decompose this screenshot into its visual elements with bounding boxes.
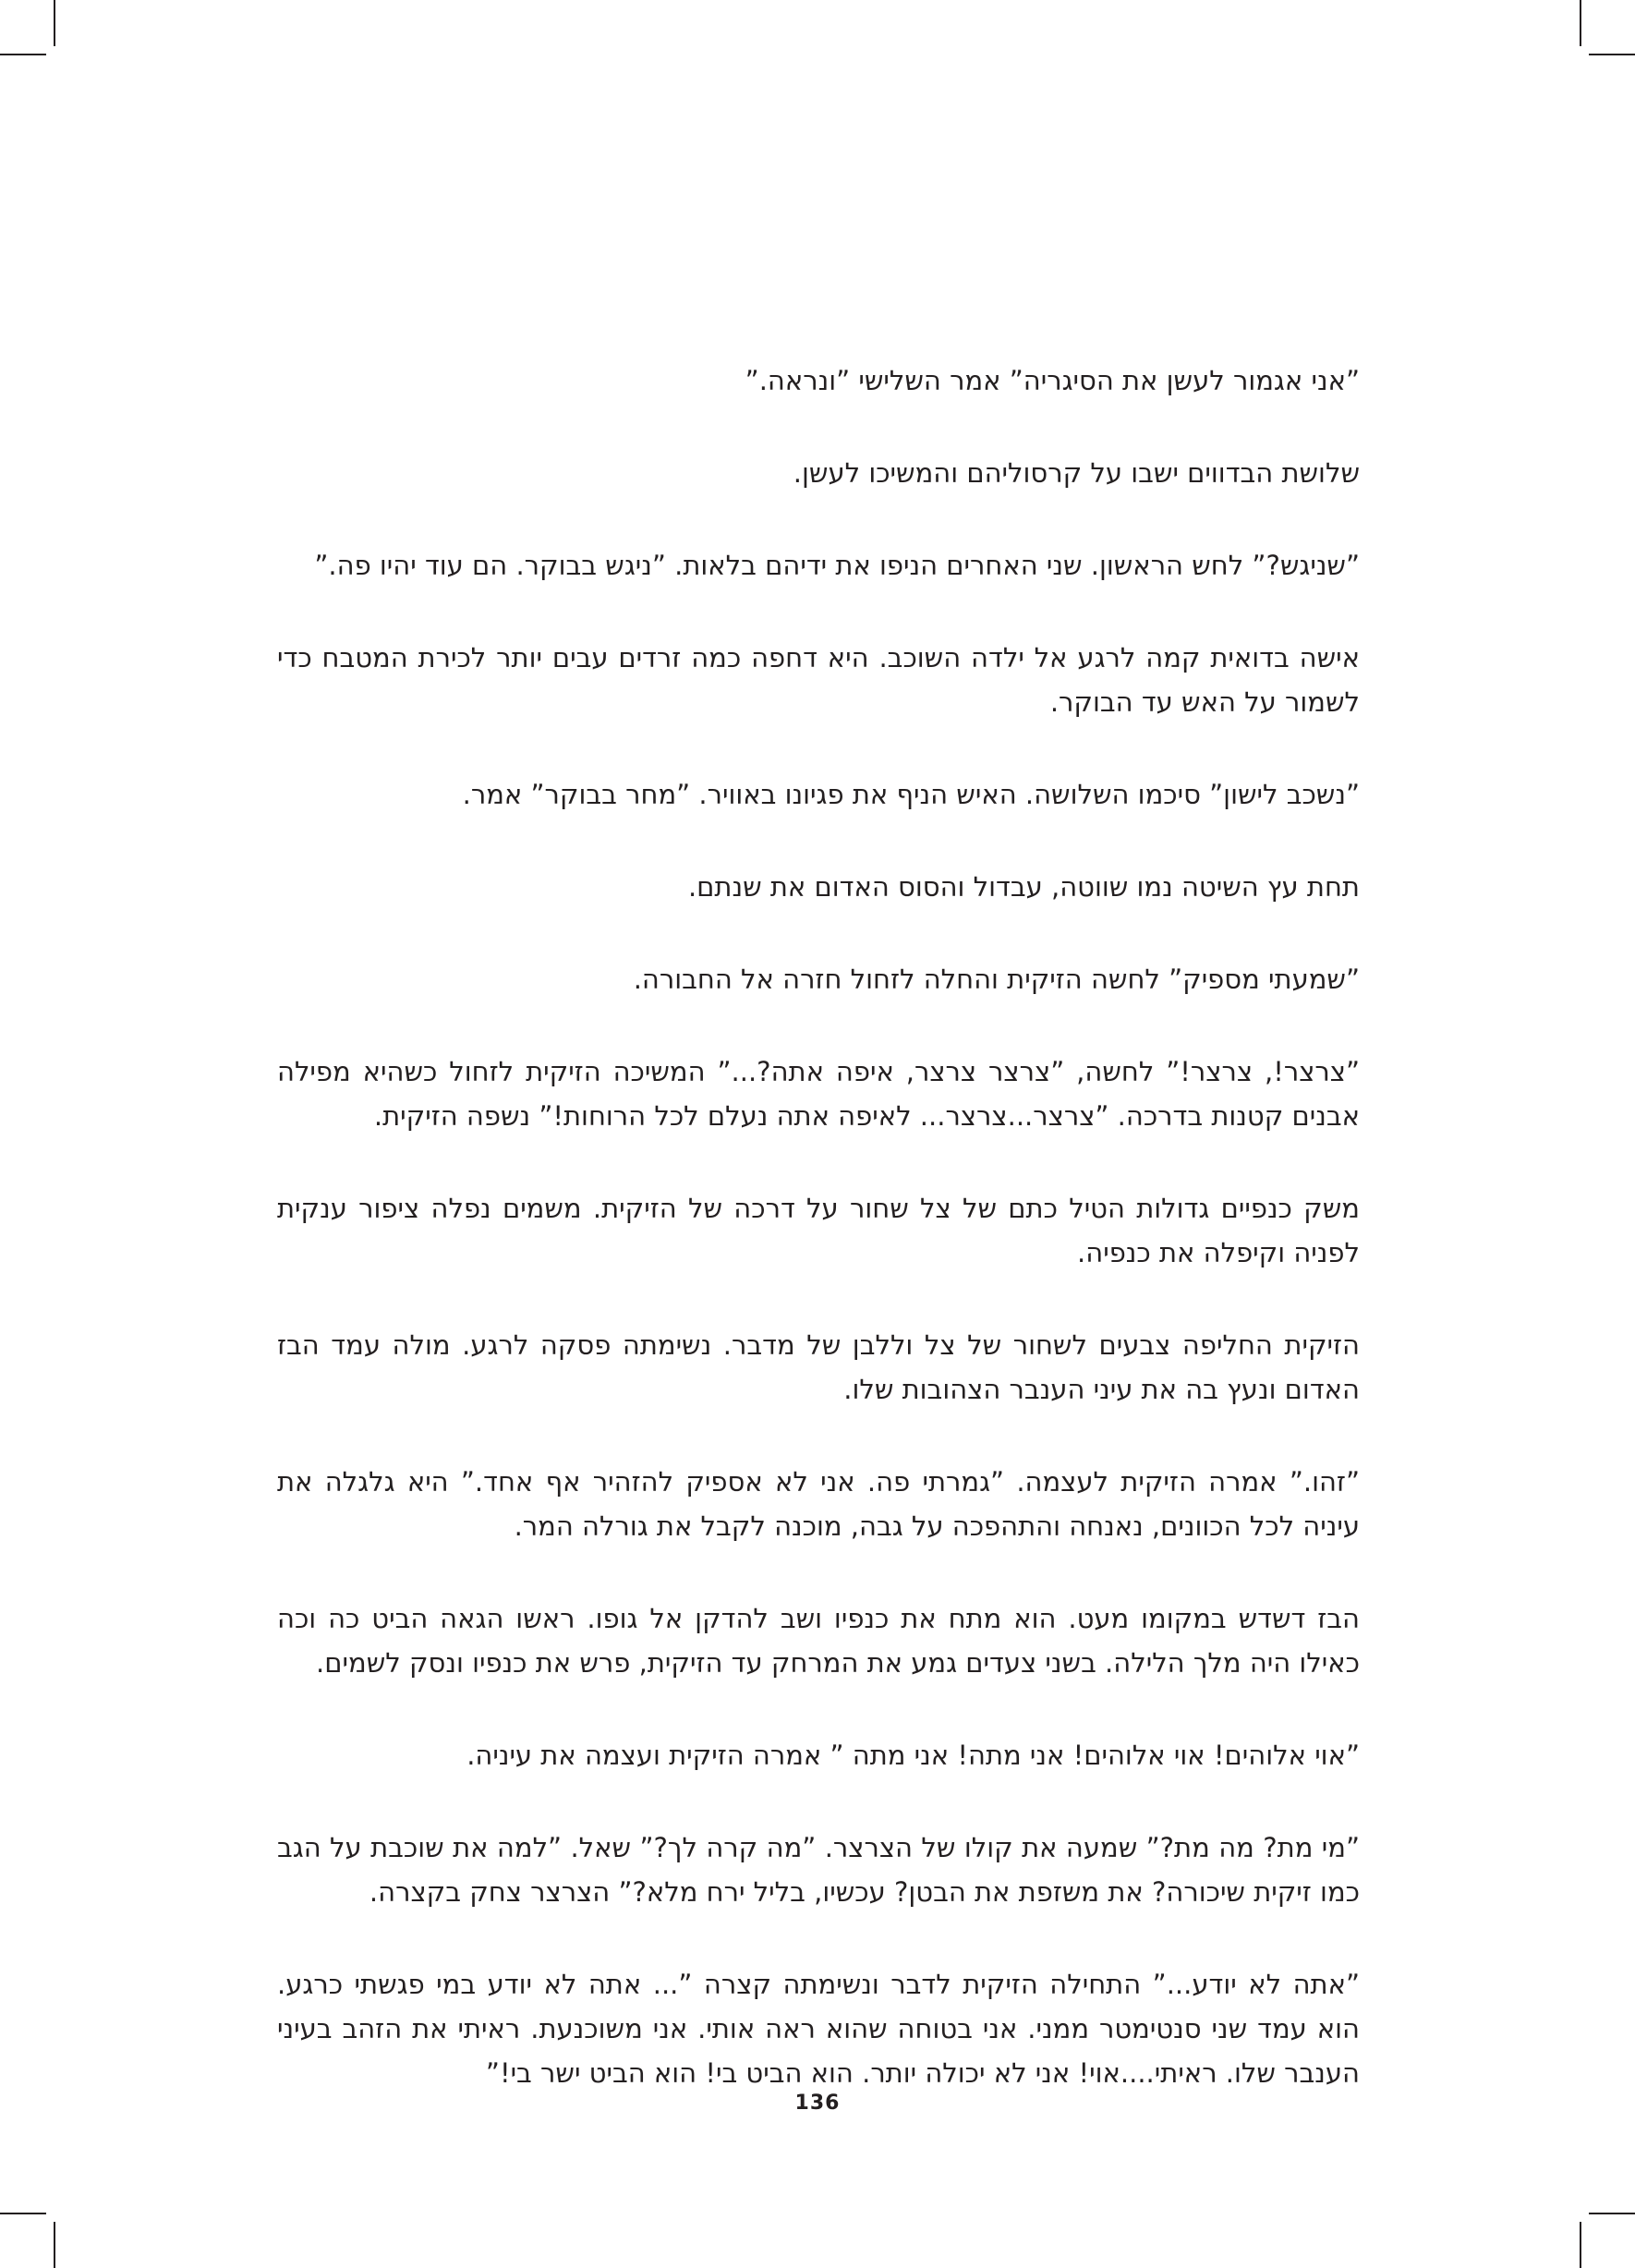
paragraph: ”נשכב לישון” סיכמו השלושה. האיש הניף את פגיונו באוויר. ”מחר בבוקר” אמר. (462, 779, 1360, 810)
crop-mark-top-left-vertical (54, 0, 55, 46)
crop-mark-bottom-left-vertical (54, 2222, 55, 2268)
body-text (277, 358, 1360, 2143)
paragraph: ”מי מת? מה מת?” שמעה את קולו של הצרצר. ”מה קרה לך?” שאל. ”למה את שוכבת על הגב כמו זיקית שיכורה? את משזפת את הבטן? עכשיו, בליל ירח מלא?” הצרצר צחק בקצרה. (277, 1832, 1360, 1908)
crop-mark-bottom-left-horizontal (0, 2213, 46, 2214)
paragraph: ”שניגש?” לחש הראשון. שני האחרים הניפו את ידיהם בלאות. ”ניגש בבוקר. הם עוד יהיו פה.” (314, 550, 1360, 581)
paragraph: ”אתה לא יודע...” התחילה הזיקית לדבר ונשימתה קצרה ”... אתה לא יודע במי פגשתי כרגע. הוא עמד שני סנטימטר ממני. אני בטוחה שהוא ראה אותי. אני משוכנעת. ראיתי את הזהב בעיני הענבר שלו. ראיתי....אוי! אני לא יכולה יותר. הוא הביט בי! הוא הביט ישר בי!” (277, 1969, 1360, 2089)
paragraph: תחת עץ השיטה נמו שווטה, עבדול והסוס האדום את שנתם. (687, 871, 1360, 903)
paragraph: שלושת הבדווים ישבו על קרסוליהם והמשיכו לעשן. (793, 457, 1360, 489)
crop-mark-top-right-horizontal (1589, 54, 1635, 55)
paragraph: הבז דשדש במקומו מעט. הוא מתח את כנפיו ושב להדקן אל גופו. ראשו הגאה הביט כה וכה כאילו היה מלך הלילה. בשני צעדים גמע את המרחק עד הזיקית, פרש את כנפיו ונסק לשמים. (277, 1603, 1360, 1679)
crop-mark-top-right-vertical (1580, 0, 1581, 46)
paragraph: הזיקית החליפה צבעים לשחור של צל וללבן של מדבר. נשימתה פסקה לרגע. מולה עמד הבז האדום ונעץ בה את עיני הענבר הצהובות שלו. (277, 1329, 1360, 1405)
paragraph: ”שמעתי מספיק” לחשה הזיקית והחלה לזחול חזרה אל החבורה. (633, 964, 1360, 995)
crop-mark-top-left-horizontal (0, 54, 46, 55)
paragraph: ”זהו.” אמרה הזיקית לעצמה. ”גמרתי פה. אני לא אספיק להזהיר אף אחד.” היא גלגלה את עיניה לכל הכוונים, נאנחה והתהפכה על גבה, מוכנה לקבל את גורלה המר. (277, 1466, 1360, 1542)
paragraph: ”אוי אלוהים! אוי אלוהים! אני מתה! אני מתה ” אמרה הזיקית ועצמה את עיניה. (466, 1740, 1360, 1771)
paragraph: ”צרצר!, צרצר!” לחשה, ”צרצר צרצר, איפה אתה?...” המשיכה הזיקית לזחול כשהיא מפילה אבנים קטנות בדרכה. ”צרצר...צרצר... לאיפה אתה נעלם לכל הרוחות!” נשפה הזיקית. (277, 1056, 1360, 1132)
page-number: 136 (794, 2092, 841, 2115)
paragraph: אישה בדואית קמה לרגע אל ילדה השוכב. היא דחפה כמה זרדים עבים יותר לכירת המטבח כדי לשמור על האש עד הבוקר. (277, 642, 1360, 718)
paragraph: ”אני אגמור לעשן את הסיגריה” אמר השלישי ”ונראה.” (745, 365, 1360, 396)
crop-mark-bottom-right-vertical (1580, 2222, 1581, 2268)
crop-mark-bottom-right-horizontal (1589, 2213, 1635, 2214)
paragraph: משק כנפיים גדולות הטיל כתם של צל שחור על דרכה של הזיקית. משמים נפלה ציפור ענקית לפניה וקיפלה את כנפיה. (277, 1193, 1360, 1268)
